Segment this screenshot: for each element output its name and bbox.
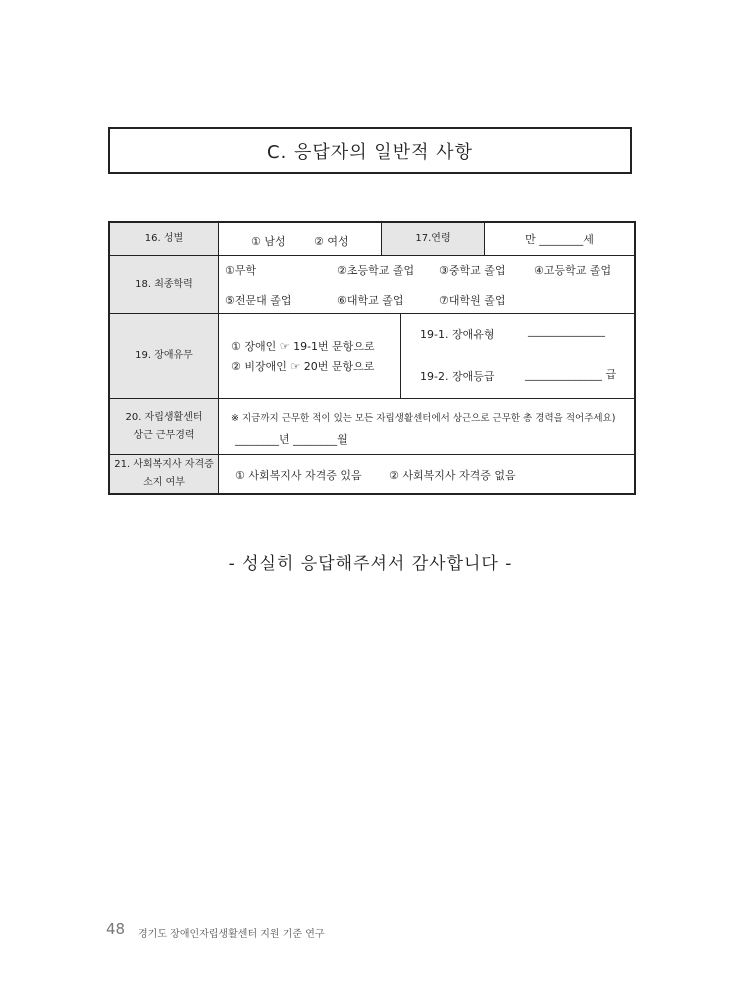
q17-answer[interactable]: 만 ________세 <box>485 222 636 256</box>
q19-option-disabled[interactable]: ① 장애인 ☞ 19-1번 문항으로 <box>231 340 375 353</box>
q16-options <box>219 222 382 256</box>
q18-option[interactable]: ⑦대학원 졸업 <box>439 294 506 307</box>
table-row <box>109 399 635 455</box>
q21-options <box>219 455 636 495</box>
q18-options <box>219 256 636 314</box>
survey-table <box>108 221 636 495</box>
table-row <box>109 455 635 495</box>
q19-2-label: 19-2. 장애등급 <box>420 370 495 383</box>
q21-label-line2: 소지 여부 <box>143 477 185 488</box>
q19-2-blank[interactable]: ______________ 급 <box>525 368 617 381</box>
q21-option-yes[interactable]: ① 사회복지사 자격증 있음 <box>235 469 362 482</box>
q18-label: 18. 최종학력 <box>109 256 219 314</box>
q20-label <box>109 399 219 455</box>
q19-1-label: 19-1. 장애유형 <box>420 328 495 341</box>
table-row <box>109 256 635 314</box>
q20-content <box>219 399 636 455</box>
q19-1-blank[interactable]: ______________ <box>528 324 605 337</box>
q18-option[interactable]: ②초등학교 졸업 <box>337 264 415 277</box>
section-title: C. 응답자의 일반적 사항 <box>108 127 632 174</box>
q19-options <box>219 314 636 399</box>
q16-option-male[interactable]: ① 남성 <box>251 235 286 248</box>
closing-message: - 성실히 응답해주셔서 감사합니다 - <box>228 554 513 574</box>
q21-option-no[interactable]: ② 사회복지사 자격증 없음 <box>389 469 516 482</box>
q20-label-line2: 상근 근무경력 <box>133 429 195 441</box>
q18-option[interactable]: ①무학 <box>225 264 257 277</box>
q19-option-non-disabled[interactable]: ② 비장애인 ☞ 20번 문항으로 <box>231 360 375 373</box>
q19-divider <box>400 314 401 398</box>
q18-option[interactable]: ④고등학교 졸업 <box>534 264 612 277</box>
page-number: 48 <box>106 920 126 938</box>
q16-label: 16. 성별 <box>109 222 219 256</box>
table-row <box>109 314 635 399</box>
q16-option-female[interactable]: ② 여성 <box>314 235 349 248</box>
q18-option[interactable]: ③중학교 졸업 <box>439 264 506 277</box>
q20-answer[interactable]: ________년 ________월 <box>235 433 348 446</box>
footer-text: 경기도 장애인자립생활센터 지원 기준 연구 <box>138 929 325 940</box>
q17-label: 17.연령 <box>382 222 485 256</box>
q18-option[interactable]: ⑥대학교 졸업 <box>337 294 404 307</box>
q19-label: 19. 장애유무 <box>109 314 219 399</box>
q20-label-line1: 20. 자립생활센터 <box>125 411 203 423</box>
q21-label-line1: 21. 사회복지사 자격증 <box>114 459 214 470</box>
q18-option[interactable]: ⑤전문대 졸업 <box>225 294 292 307</box>
q20-note: ※ 지금까지 근무한 적이 있는 모든 자립생활센터에서 상근으로 근무한 총 경력을 적어주세요) <box>231 413 616 424</box>
q21-label <box>109 455 219 495</box>
table-row <box>109 222 635 256</box>
